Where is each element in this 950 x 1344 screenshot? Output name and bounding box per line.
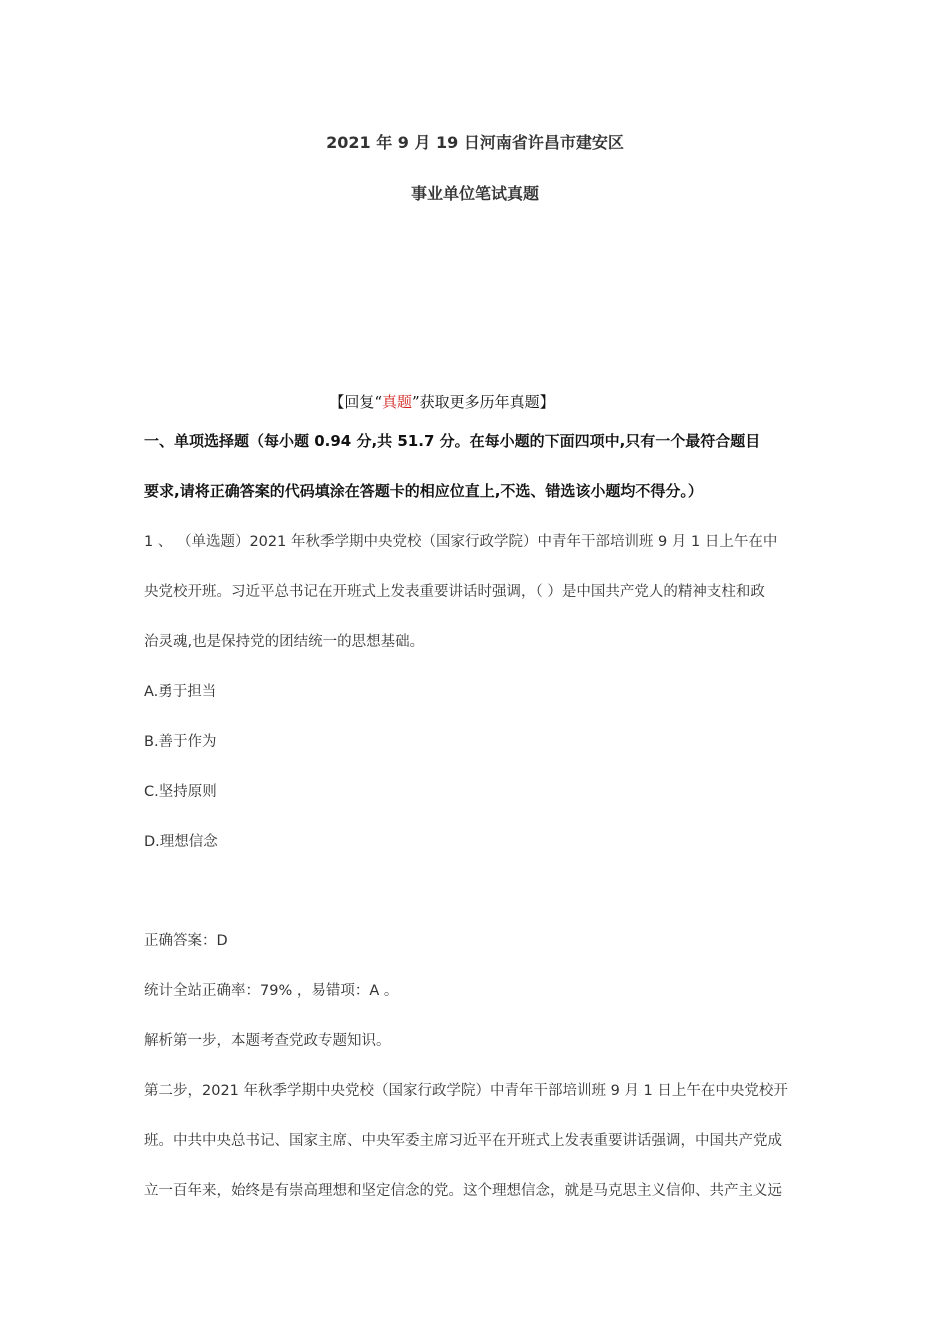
promo-prefix: 【回复“: [329, 393, 382, 411]
promo-suffix: ”获取更多历年真题】: [412, 393, 555, 411]
document-title-line-1: 2021 年 9 月 19 日河南省许昌市建安区: [326, 133, 624, 152]
option-a: A.勇于担当: [144, 684, 217, 700]
question-text-line-2: 央党校开班。习近平总书记在开班式上发表重要讲话时强调，（ ）是中国共产党人的精神支柱和政: [144, 584, 765, 600]
analysis-step-2-line-2: 班。中共中央总书记、国家主席、中央军委主席习近平在开班式上发表重要讲话强调，中国共产党成: [144, 1133, 782, 1149]
question-text-line-3: 治灵魂,也是保持党的团结统一的思想基础。: [144, 634, 425, 650]
promo-keyword: 真题: [381, 393, 412, 411]
analysis-step-1: 解析第一步，本题考查党政专题知识。: [144, 1033, 391, 1049]
option-d: D.理想信念: [144, 834, 218, 850]
option-c: C.坚持原则: [144, 784, 217, 800]
section-heading-line-2: 要求,请将正确答案的代码填涂在答题卡的相应位直上,不选、错选该小题均不得分。）: [144, 482, 703, 500]
analysis-step-2-line-1: 第二步，2021 年秋季学期中央党校（国家行政学院）中青年干部培训班 9 月 1 日上午在中央党校开: [144, 1083, 788, 1099]
answer-statistics: 统计全站正确率：79% ，易错项：A 。: [144, 983, 399, 999]
analysis-step-2-line-3: 立一百年来，始终是有崇高理想和坚定信念的党。这个理想信念，就是马克思主义信仰、共产主义远: [144, 1183, 782, 1199]
document-title-line-2: 事业单位笔试真题: [410, 184, 539, 203]
question-text-line-1: 1 、 （单选题）2021 年秋季学期中央党校（国家行政学院）中青年干部培训班 9 月 1 日上午在中: [144, 534, 778, 550]
promo-banner: [0, 391, 884, 412]
section-heading-line-1: 一、单项选择题（每小题 0.94 分,共 51.7 分。在每小题的下面四项中,只有一个最符合题目: [144, 432, 761, 450]
option-b: B.善于作为: [144, 734, 217, 750]
correct-answer: 正确答案：D: [144, 933, 228, 949]
